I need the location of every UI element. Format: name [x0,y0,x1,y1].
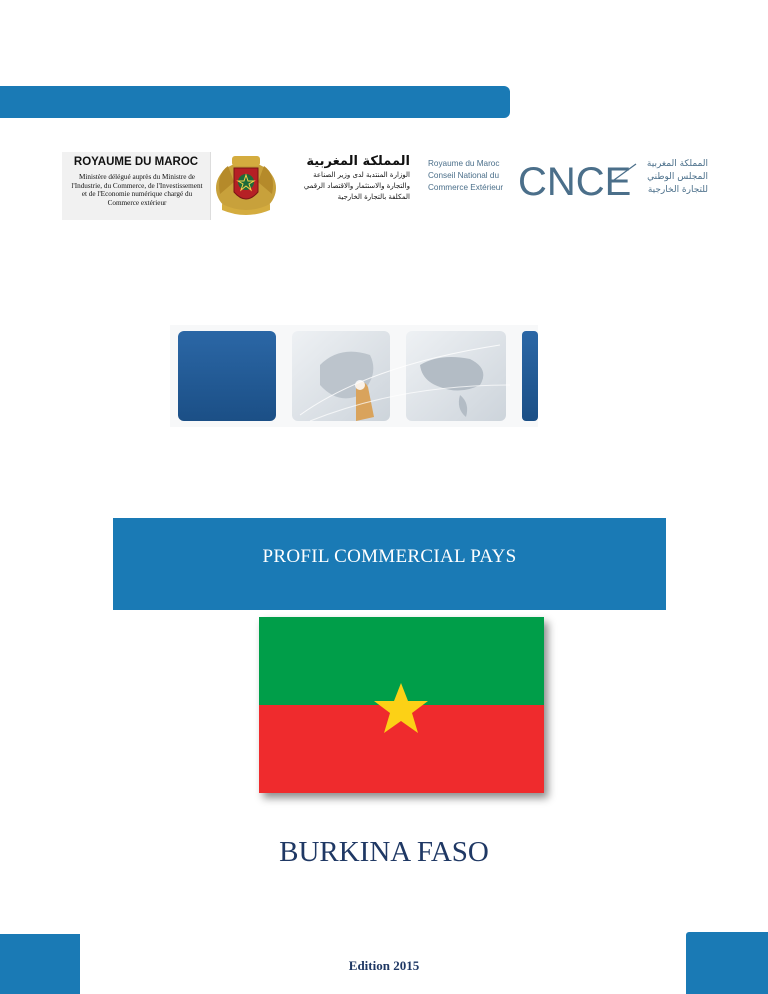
cnce-arabic-line: للتجارة الخارجية [647,185,708,195]
cnce-french-line: Commerce Extérieur [428,183,504,192]
top-accent-bar [0,86,510,118]
cnce-logo [518,158,638,202]
cnce-french-text [428,158,508,194]
ministry-title: ROYAUME DU MAROC [73,156,199,168]
cnce-arabic-text [646,158,708,197]
banner-map-image [170,325,538,427]
ministry-subtitle-line: Commerce extérieur [107,198,167,207]
report-title: PROFIL COMMERCIAL PAYS [262,546,517,567]
burkina-faso-flag [259,617,544,793]
cnce-arabic-line: المجلس الوطني [647,172,708,182]
coat-of-arms-icon [212,152,280,220]
cnce-french-line: Royaume du Maroc [428,159,500,168]
ministry-french-box [62,152,211,220]
cnce-french-line: Conseil National du [428,171,500,180]
ministry-subtitle-line: l'Industrie, du Commerce, de l'Investissement [71,181,203,190]
ministry-subtitle-line: et de l'Economie numérique chargé du [81,190,193,199]
ministry-arabic-title: المملكة المغربية [306,154,410,169]
ministry-logo [62,152,410,220]
ministry-arabic-line: الوزارة المنتدبة لدى وزير الصناعة [313,171,410,179]
cnce-acronym: CNCE [518,160,632,202]
cnce-arabic-line: المملكة المغربية [646,159,708,169]
country-name: BURKINA FASO [279,836,489,868]
ministry-subtitle-line: Ministère délégué auprès du Ministre de [79,173,195,181]
ministry-subtitle [64,173,210,207]
ministry-arabic-line: والتجارة والاستثمار والاقتصاد الرقمي [303,182,410,190]
ministry-arabic-text [280,154,410,203]
edition-label: Edition 2015 [348,958,420,973]
ministry-arabic-line: المكلفة بالتجارة الخارجية [337,193,410,201]
star-icon [371,681,431,735]
